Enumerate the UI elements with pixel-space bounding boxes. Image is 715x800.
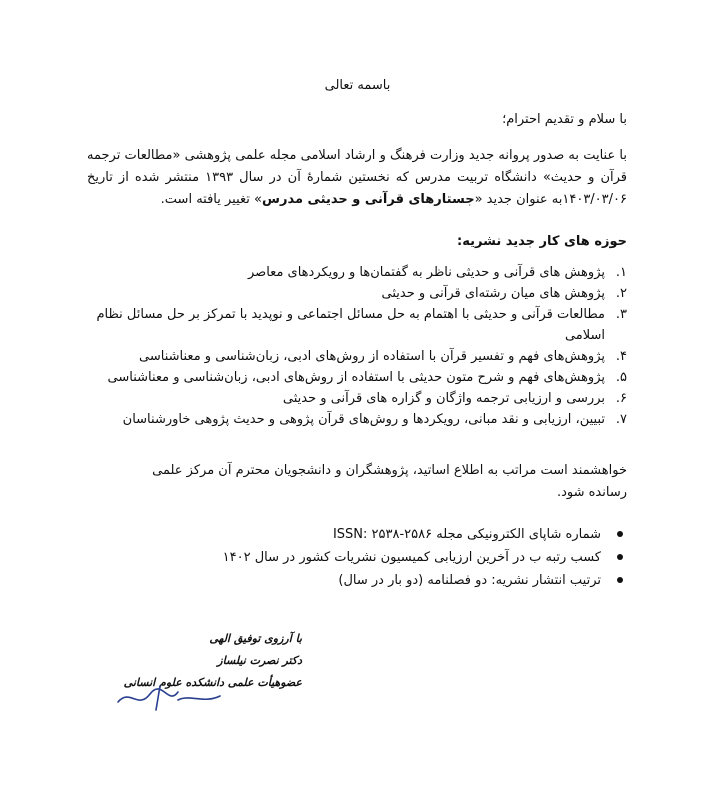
list-item: [67, 283, 627, 304]
list-item-text: پژوهش های قرآنی و حدیثی ناظر به گفتمان‌ها و رویکردهای معاصر: [248, 265, 605, 280]
list-item: [107, 523, 627, 546]
handwritten-signature-icon: [108, 680, 228, 716]
list-item-text: پژوهش‌های فهم و تفسیر قرآن با استفاده از روش‌های ادبی، زبان‌شناسی و معناشناسی: [139, 349, 605, 364]
bullet-icon: [617, 577, 623, 583]
closing-line: با آرزوی توفیق الهی: [209, 632, 302, 645]
list-item-number: ۵.: [615, 370, 627, 385]
list-item-text: ترتیب انتشار نشریه: دو فصلنامه (دو بار در سال): [338, 573, 601, 588]
list-item: [67, 304, 627, 346]
list-item-text: کسب رتبه ب در آخرین ارزیابی کمیسیون نشریات کشور در سال ۱۴۰۲: [222, 550, 601, 565]
list-item-text: بررسی و ارزیابی ترجمه واژگان و گزاره های قرآنی و حدیثی: [282, 391, 605, 406]
list-item-number: ۲.: [615, 286, 627, 301]
intro-part-2: » تغییر یافته است.: [160, 192, 263, 207]
list-item-text: پژوهش‌های فهم و شرح متون حدیثی با استفاده از روش‌های ادبی، زبان‌شناسی و معناشناسی: [107, 370, 605, 385]
greeting: با سلام و تقدیم احترام؛: [502, 112, 627, 127]
list-item: [67, 388, 627, 409]
list-item: [107, 546, 627, 569]
areas-list: [67, 262, 627, 430]
letter-title: باسمه تعالی: [324, 78, 391, 93]
list-item-text: پژوهش های میان رشته‌ای قرآنی و حدیثی: [381, 286, 605, 301]
list-item: [67, 346, 627, 367]
intro-paragraph: [87, 145, 627, 211]
intro-part-1: با عنایت به صدور پروانه جدید وزارت فرهنگ و ارشاد اسلامی مجله علمی پژوهشی «مطالعات ترجمه قرآن و حدیث» دانشگاه تربیت مدرس که نخستین شمارهٔ آن در سال ۱۳۹۳ منتشر شده از تاریخ ۱۴۰۳/۰۳/۰۶به عنوان جدید «: [87, 148, 627, 207]
list-item-text: تبیین، ارزیابی و نقد مبانی، رویکردها و روش‌های قرآن پژوهی و حدیث پژوهی خاورشناسان: [122, 412, 605, 427]
list-item: [67, 262, 627, 283]
list-item-text: مطالعات قرآنی و حدیثی با اهتمام به حل مسائل اجتماعی و نوپدید با تمرکز بر حل مسائل نظام اسلامی: [96, 307, 605, 343]
journal-info-list: [107, 523, 627, 592]
bullet-icon: [617, 531, 623, 537]
list-item-number: ۶.: [615, 391, 627, 406]
list-item-number: ۷.: [615, 412, 627, 427]
bullet-icon: [617, 554, 623, 560]
list-item-text: شماره شاپای الکترونیکی مجله ۲۵۸۶-۲۵۳۸ :ISSN: [332, 527, 601, 542]
request-paragraph: خواهشمند است مراتب به اطلاع اساتید، پژوهشگران و دانشجویان محترم آن مرکز علمی رسانده شود.: [152, 463, 627, 500]
list-item: [67, 409, 627, 430]
signer-name: دکتر نصرت نیلساز: [217, 654, 302, 667]
areas-heading: حوزه های کار جدید نشریه:: [457, 234, 627, 249]
journal-new-title: جستارهای قرآنی و حدیثی مدرس: [262, 192, 475, 207]
list-item-number: ۳.: [615, 307, 627, 322]
list-item: [107, 569, 627, 592]
signer-position: عضوهیأت علمی دانشکده علوم انسانی: [123, 676, 302, 689]
list-item-number: ۱.: [615, 265, 627, 280]
list-item: [67, 367, 627, 388]
list-item-number: ۴.: [615, 349, 627, 364]
